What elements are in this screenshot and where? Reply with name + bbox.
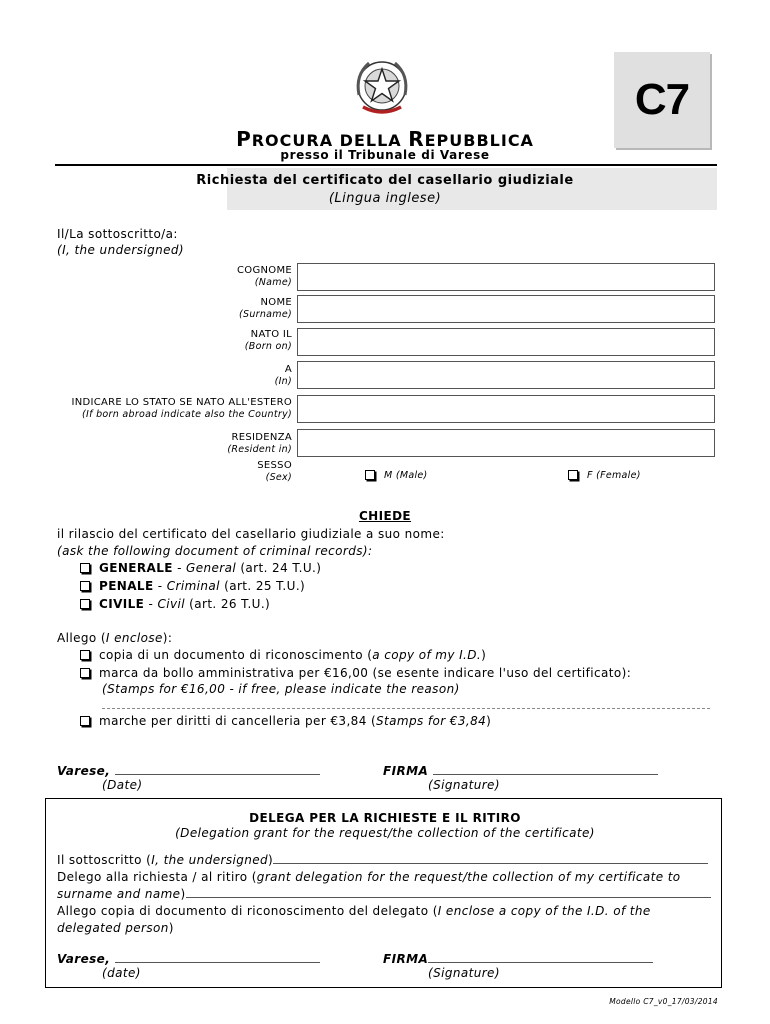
delegate-id-line-2: delegated person) [57,921,174,935]
checkbox-icon[interactable] [80,563,90,573]
delegator-line: Il sottoscritto (I, the undersigned) [57,853,708,867]
request-heading: CHIEDE [358,509,412,523]
applicant-intro-en: (I, the undersigned) [57,243,184,257]
birth-date-field[interactable] [297,328,715,356]
birth-country-label: INDICARE LO STATO SE NATO ALL'ESTERO (If born abroad indicate also the Country) [71,397,292,420]
form-title: Richiesta del certificato del casellario giudiziale [196,173,574,188]
enclose-stamp-en: (Stamps for €16,00 - if free, please indicate the reason) [102,682,460,696]
date-label: (Date) [102,778,143,792]
surname-label: COGNOME (Name) [236,265,292,288]
enclose-intro: Allego (I enclose): [57,631,173,645]
signature-line[interactable] [433,764,658,775]
delegation-signature-label: (Signature) [428,966,500,980]
delegation-title: DELEGA PER LA RICHIESTE E IL RITIRO [249,811,521,825]
checkbox-icon[interactable] [80,599,90,609]
enclose-id-copy[interactable]: copia di un documento di riconoscimento (a copy of my I.D.) [80,648,486,662]
delegator-name-line[interactable] [273,853,708,864]
signature-label: (Signature) [428,778,500,792]
name-label: NOME (Surname) [238,297,292,320]
checkbox-icon[interactable] [80,668,90,678]
option-civil[interactable]: CIVILE - Civil (art. 26 T.U.) [80,597,270,611]
name-field[interactable] [297,295,715,323]
header-rule [55,164,717,166]
office-title: PROCURA DELLA REPUBBLICA [236,127,534,151]
sex-label: SESSO (Sex) [257,460,292,483]
request-line-en: (ask the following document of criminal records): [57,544,373,558]
request-line: il rilascio del certificato del casellario giudiziale a suo nome: [57,527,445,541]
checkbox-icon[interactable] [80,650,90,660]
birth-country-field[interactable] [297,395,715,423]
sex-female-option[interactable]: F (Female) [568,470,641,481]
delegate-line: Delego alla richiesta / al ritiro (grant delegation for the request/the collection of my certificate to [57,870,681,884]
office-subtitle: presso il Tribunale di Varese [280,148,490,162]
reason-line[interactable] [102,708,710,709]
delegation-date-line[interactable] [115,952,320,963]
delegation-signature-line[interactable] [428,952,653,963]
place-date: Varese, [57,764,320,778]
delegation-signature: FIRMA [383,952,653,966]
delegate-id-line: Allego copia di documento di riconoscimento del delegato (I enclose a copy of the I.D. of the [57,904,651,918]
republic-emblem [351,55,413,117]
checkbox-icon[interactable] [568,470,578,480]
date-line[interactable] [115,764,320,775]
delegation-place-date: Varese, [57,952,320,966]
option-general[interactable]: GENERALE - General (art. 24 T.U.) [80,561,321,575]
surname-field[interactable] [297,263,715,291]
birth-date-label: NATO IL (Born on) [244,329,292,352]
residence-field[interactable] [297,429,715,457]
enclose-stamp[interactable]: marca da bollo amministrativa per €16,00 (se esente indicare l'uso del certificato): [80,666,631,680]
checkbox-icon[interactable] [80,581,90,591]
delegate-name-line: surname and name) [57,887,711,901]
enclose-fees[interactable]: marche per diritti di cancelleria per €3,84 (Stamps for €3,84) [80,714,491,728]
form-version: Modello C7_v0_17/03/2014 [609,997,718,1006]
birth-place-label: A (In) [274,364,292,387]
checkbox-icon[interactable] [365,470,375,480]
form-code-badge: C7 [614,52,710,148]
sex-male-option[interactable]: M (Male) [365,470,428,481]
delegate-name-field[interactable] [186,887,711,898]
residence-label: RESIDENZA (Resident in) [227,432,292,455]
form-subtitle: (Lingua inglese) [328,191,442,206]
checkbox-icon[interactable] [80,716,90,726]
signature: FIRMA [383,764,658,778]
birth-place-field[interactable] [297,361,715,389]
delegation-date-label: (date) [102,966,141,980]
delegation-subtitle: (Delegation grant for the request/the collection of the certificate) [175,826,595,840]
applicant-intro: Il/La sottoscritto/a: [57,227,178,241]
option-criminal[interactable]: PENALE - Criminal (art. 25 T.U.) [80,579,305,593]
